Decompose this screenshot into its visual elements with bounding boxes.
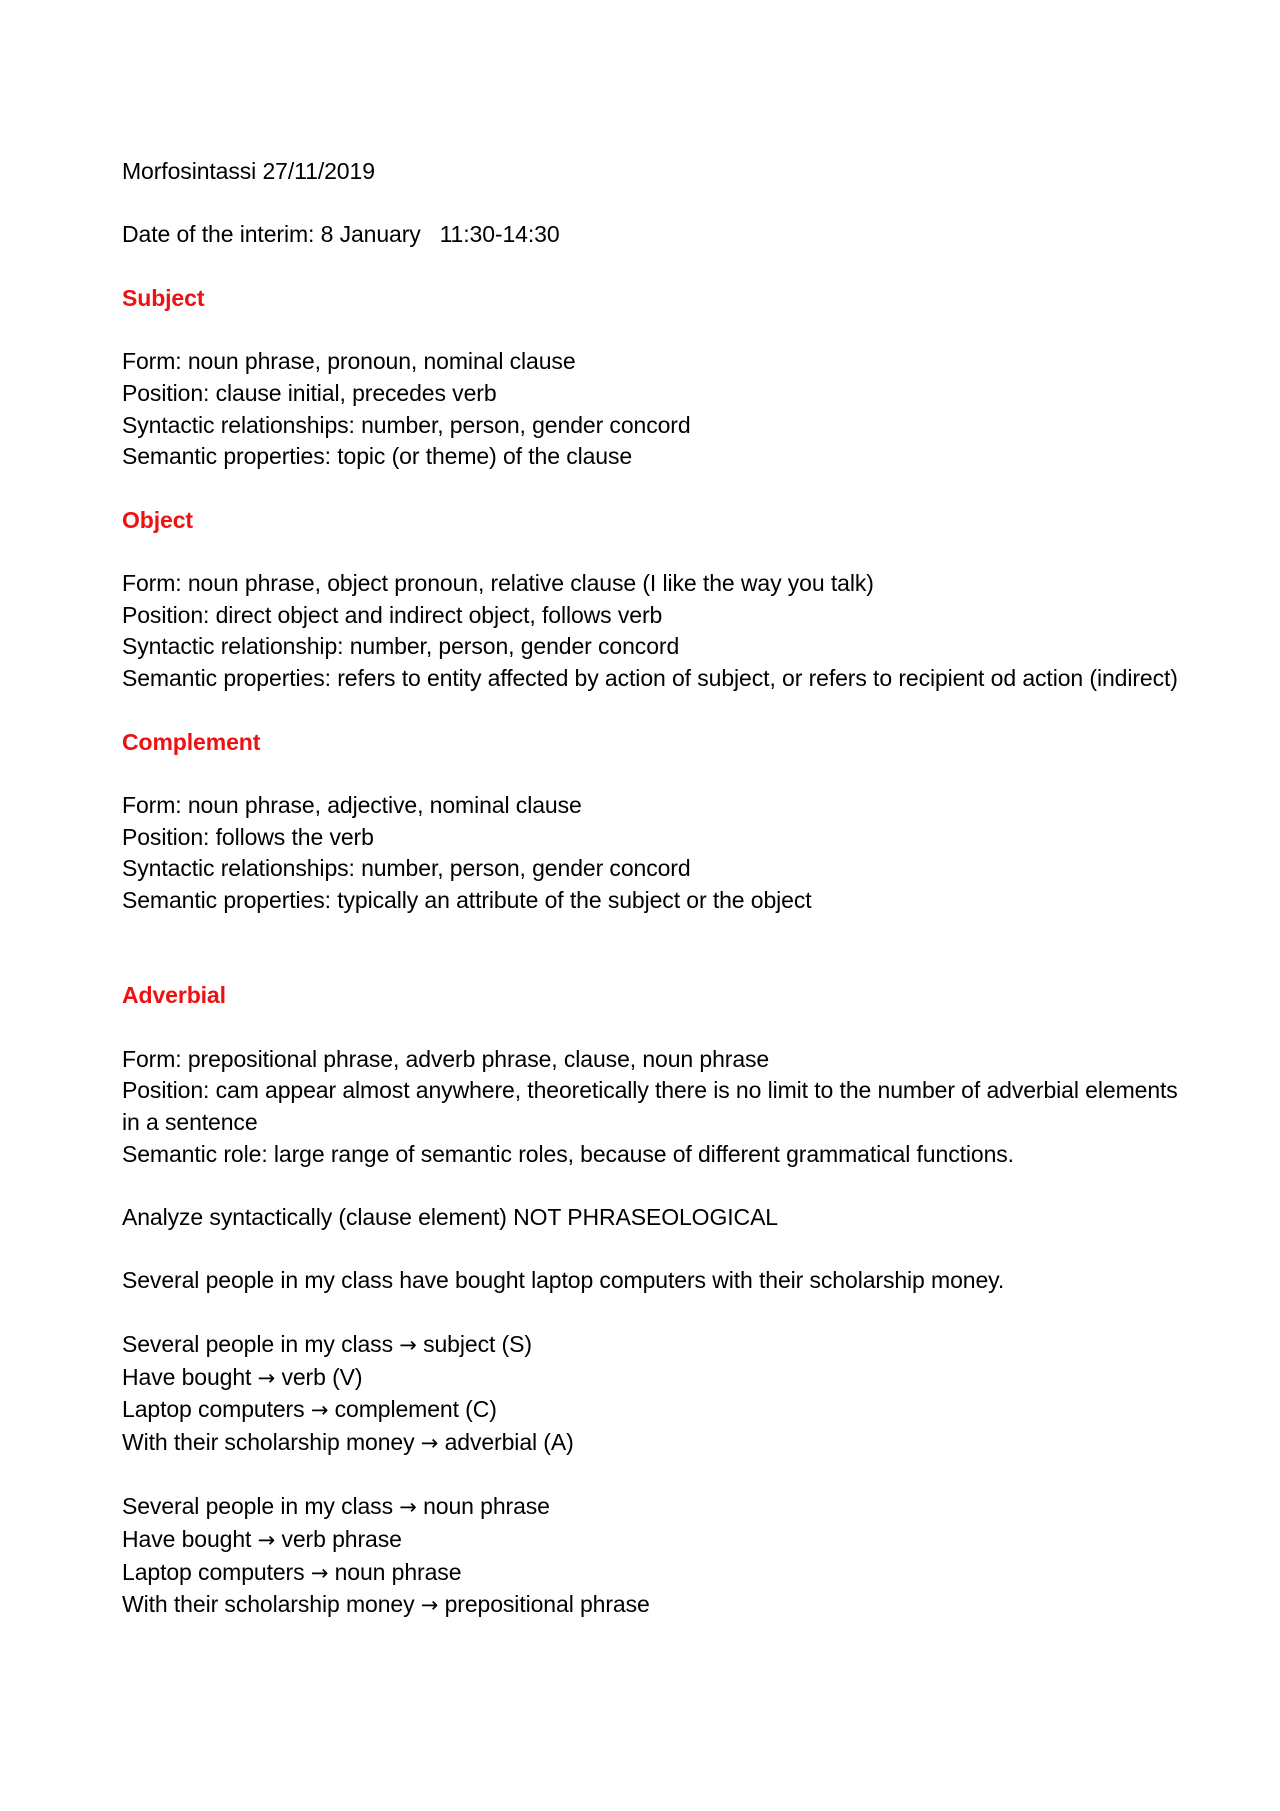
right-arrow-icon: → [310, 1560, 329, 1585]
subject-syntactic: Syntactic relationships: number, person, gender concord [122, 411, 691, 438]
phrase-type-phrase: Have bought [122, 1526, 252, 1553]
spacer [122, 1297, 1182, 1329]
phrase-type-row [122, 1524, 1182, 1557]
clause-element-label: verb (V) [281, 1363, 363, 1390]
phrase-type-row [122, 1557, 1182, 1590]
subject-heading: Subject [122, 284, 205, 311]
spacer [122, 314, 1182, 346]
clause-element-phrase: Laptop computers [122, 1396, 305, 1423]
spacer [122, 758, 1182, 790]
right-arrow-icon: → [310, 1398, 329, 1423]
adverbial-form: Form: prepositional phrase, adverb phrase, clause, noun phrase [122, 1045, 770, 1072]
right-arrow-icon: → [399, 1332, 417, 1357]
clause-element-row [122, 1329, 1182, 1362]
spacer [122, 188, 1182, 220]
phrase-type-phrase: Laptop computers [122, 1558, 305, 1585]
clause-element-phrase: Have bought [122, 1363, 252, 1390]
clause-element-row [122, 1362, 1182, 1395]
phrase-type-phrase: Several people in my class [122, 1493, 393, 1520]
right-arrow-icon: → [257, 1528, 276, 1553]
phrase-type-label: prepositional phrase [444, 1591, 650, 1618]
clause-element-phrase: Several people in my class [122, 1330, 393, 1357]
object-semantic: Semantic properties: refers to entity affected by action of subject, or refers to recipient od action (indirect) [122, 665, 1178, 692]
clause-element-label: subject (S) [423, 1330, 532, 1357]
spacer [122, 251, 1182, 283]
subject-semantic: Semantic properties: topic (or theme) of the clause [122, 443, 633, 470]
complement-syntactic: Syntactic relationships: number, person, gender concord [122, 855, 691, 882]
phrase-type-label: noun phrase [423, 1493, 550, 1520]
spacer [122, 695, 1182, 727]
object-position: Position: direct object and indirect object, follows verb [122, 601, 663, 628]
spacer [122, 1170, 1182, 1202]
phrase-type-label: verb phrase [281, 1526, 402, 1553]
clause-element-row [122, 1427, 1182, 1460]
spacer [122, 917, 1182, 980]
phrase-type-row [122, 1589, 1182, 1622]
complement-form: Form: noun phrase, adjective, nominal clause [122, 791, 582, 818]
complement-heading: Complement [122, 728, 261, 755]
document-title: Morfosintassi 27/11/2019 [122, 158, 375, 184]
adverbial-semantic: Semantic role: large range of semantic roles, because of different grammatical functions. [122, 1140, 1014, 1167]
right-arrow-icon: → [420, 1430, 439, 1455]
spacer [122, 1460, 1182, 1492]
analysis-sentence: Several people in my class have bought laptop computers with their scholarship money. [122, 1267, 1005, 1294]
analysis-instruction: Analyze syntactically (clause element) NOT PHRASEOLOGICAL [122, 1204, 778, 1231]
right-arrow-icon: → [420, 1593, 439, 1618]
complement-position: Position: follows the verb [122, 823, 374, 850]
spacer [122, 1234, 1182, 1266]
right-arrow-icon: → [399, 1495, 417, 1520]
clause-element-row [122, 1394, 1182, 1427]
phrase-type-phrase: With their scholarship money [122, 1591, 415, 1618]
spacer [122, 536, 1182, 568]
phrase-type-label: noun phrase [334, 1558, 462, 1585]
interim-date: Date of the interim: 8 January 11:30-14:30 [122, 221, 560, 248]
clause-element-label: complement (C) [334, 1396, 497, 1423]
spacer [122, 1012, 1182, 1044]
complement-semantic: Semantic properties: typically an attribute of the subject or the object [122, 887, 812, 914]
adverbial-position: Position: cam appear almost anywhere, theoretically there is no limit to the number of adverbial elements in a sentence [122, 1077, 1178, 1135]
adverbial-heading: Adverbial [122, 982, 226, 1009]
clause-element-label: adverbial (A) [444, 1428, 574, 1455]
document-page [122, 156, 1182, 1622]
clause-element-phrase: With their scholarship money [122, 1428, 415, 1455]
right-arrow-icon: → [257, 1365, 276, 1390]
object-heading: Object [122, 506, 193, 533]
phrase-type-row [122, 1491, 1182, 1524]
subject-form: Form: noun phrase, pronoun, nominal clause [122, 348, 576, 375]
object-syntactic: Syntactic relationship: number, person, gender concord [122, 633, 680, 660]
object-form: Form: noun phrase, object pronoun, relative clause (I like the way you talk) [122, 570, 874, 597]
spacer [122, 473, 1182, 505]
subject-position: Position: clause initial, precedes verb [122, 379, 497, 406]
